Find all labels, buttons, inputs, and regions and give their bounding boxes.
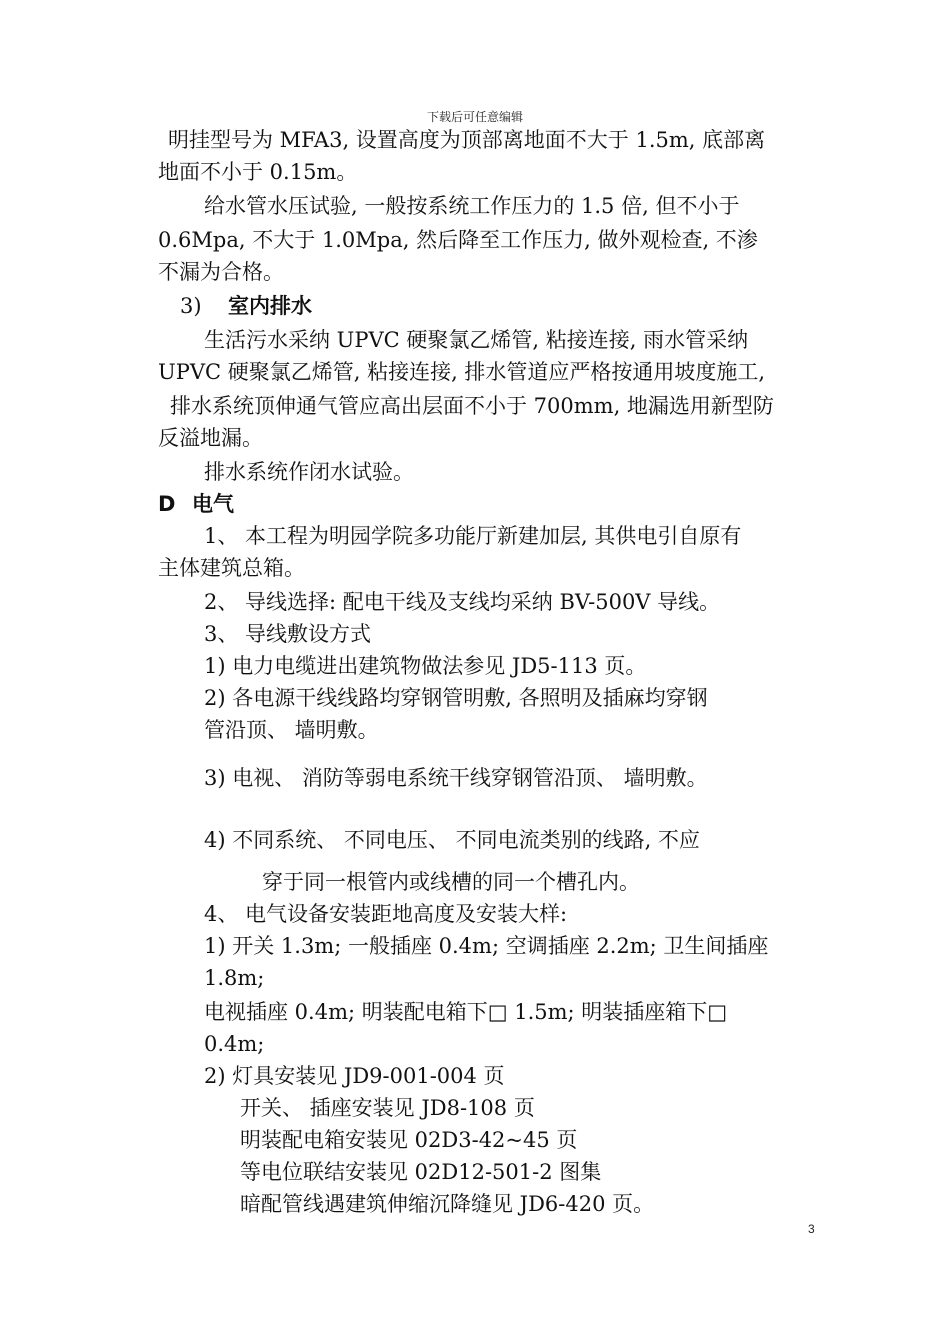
text-line: 4) 不同系统、 不同电压、 不同电流类别的线路, 不应 <box>204 828 700 852</box>
text-line: 1.8m; <box>204 966 265 990</box>
text-line: UPVC 硬聚氯乙烯管, 粘接连接, 排水管道应严格按通用坡度施工, <box>158 360 766 384</box>
text-line: 排水系统顶伸通气管应高出层面不小于 700mm, 地漏选用新型防 <box>170 394 774 418</box>
text-line: 反溢地漏。 <box>158 426 263 450</box>
text-line: 2) 灯具安装见 JD9-001-004 页 <box>204 1064 505 1088</box>
page-number: 3 <box>808 1222 815 1236</box>
text-line: 2) 各电源干线线路均穿钢管明敷, 各照明及插麻均穿钢 <box>204 686 708 710</box>
section-heading: 室内排水 <box>228 294 312 318</box>
text-line: 2、 导线选择: 配电干线及支线均采纳 BV-500V 导线。 <box>204 590 721 614</box>
text-line: 1) 电力电缆进出建筑物做法参见 JD5-113 页。 <box>204 654 647 678</box>
text-line: 排水系统作闭水试验。 <box>204 460 414 484</box>
text-line: 0.4m; <box>204 1032 265 1056</box>
text-line: 地面不小于 0.15m。 <box>158 160 358 184</box>
chapter-heading: 电气 <box>192 492 234 516</box>
text-line: 3、 导线敷设方式 <box>204 622 372 646</box>
text-line: 3) 电视、 消防等弱电系统干线穿钢管沿顶、 墙明敷。 <box>204 766 708 790</box>
text-line: 给水管水压试验, 一般按系统工作压力的 1.5 倍, 但不小于 <box>204 194 740 218</box>
text-line: 开关、 插座安装见 JD8-108 页 <box>240 1096 535 1120</box>
text-line: 等电位联结安装见 02D12-501-2 图集 <box>240 1160 602 1184</box>
text-line: 管沿顶、 墙明敷。 <box>204 718 379 742</box>
section-number: 3) <box>180 294 202 318</box>
text-line: 明挂型号为 MFA3, 设置高度为顶部离地面不大于 1.5m, 底部离 <box>168 128 766 152</box>
text-line: 穿于同一根管内或线槽的同一个槽孔内。 <box>262 870 640 894</box>
text-line: 生活污水采纳 UPVC 硬聚氯乙烯管, 粘接连接, 雨水管采纳 <box>204 328 749 352</box>
text-line: 4、 电气设备安装距地高度及安装大样: <box>204 902 568 926</box>
text-line: 暗配管线遇建筑伸缩沉降缝见 JD6-420 页。 <box>240 1192 655 1216</box>
page-header-note: 下载后可任意编辑 <box>426 110 523 124</box>
text-line: 1) 开关 1.3m; 一般插座 0.4m; 空调插座 2.2m; 卫生间插座 <box>204 934 769 958</box>
text-line: 不漏为合格。 <box>158 260 284 284</box>
text-line: 0.6Mpa, 不大于 1.0Mpa, 然后降至工作压力, 做外观检查, 不渗 <box>158 228 758 252</box>
text-line: 明装配电箱安装见 02D3-42~45 页 <box>240 1128 578 1152</box>
text-line: 主体建筑总箱。 <box>158 556 305 580</box>
text-line: 电视插座 0.4m; 明装配电箱下□ 1.5m; 明装插座箱下□ <box>204 1000 728 1024</box>
chapter-letter: D <box>158 492 176 516</box>
text-line: 1、 本工程为明园学院多功能厅新建加层, 其供电引自原有 <box>204 524 742 548</box>
